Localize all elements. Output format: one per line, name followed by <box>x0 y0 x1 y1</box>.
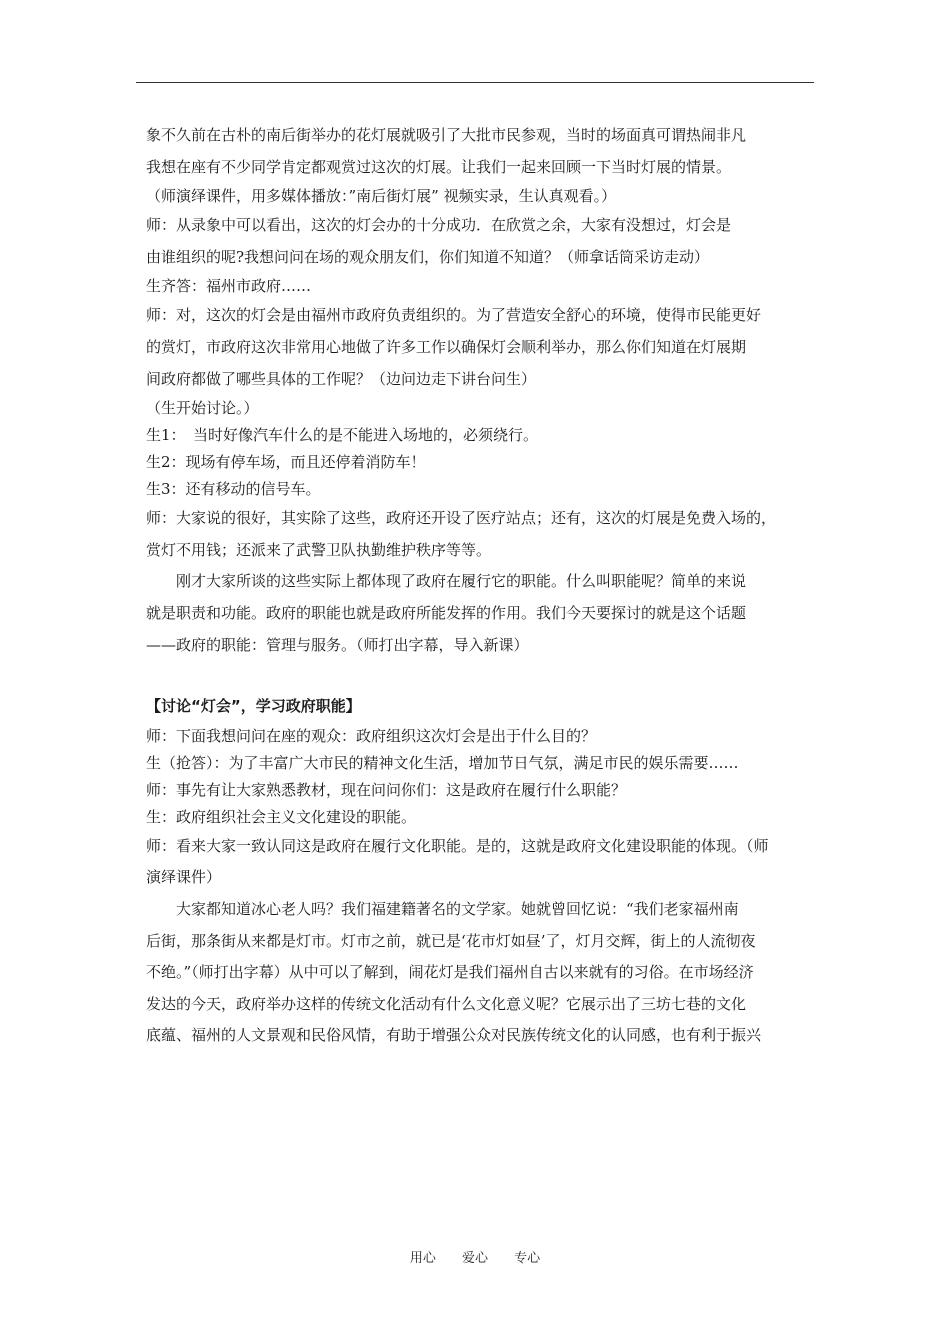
page-footer <box>0 1247 950 1266</box>
footer-word: 爱心 <box>461 1251 488 1266</box>
document-body <box>146 120 818 1052</box>
text-line: 发达的今天，政府举办这样的传统文化活动有什么文化意义呢？它展示出了三坊七巷的文化 <box>146 994 747 1013</box>
text-line: 师：从录象中可以看出，这次的灯会办的十分成功．在欣赏之余，大家有没想过，灯会是 <box>146 216 732 235</box>
text-line: （生开始讨论。） <box>146 399 259 418</box>
text-line: 间政府都做了哪些具体的工作呢？（边问边走下讲台问生） <box>146 369 537 388</box>
text-line: 演绎课件） <box>146 868 222 887</box>
text-line: 师：对，这次的灯会是由福州市政府负责组织的。为了营造安全舒心的环境，使得市民能更好 <box>146 306 762 325</box>
text-line: 由谁组织的呢?我想问问在场的观众朋友们，你们知道不知道？（师拿话筒采访走动） <box>146 247 710 266</box>
text-line: 生齐答：福州市政府…… <box>146 277 312 296</box>
text-line: 后街，那条街从来都是灯市。灯市之前，就已是‘花市灯如昼’了，灯月交辉，街上的人流彻夜 <box>146 931 756 950</box>
section-heading: 【讨论“灯会”，学习政府职能】 <box>146 697 361 716</box>
text-line: 师：事先有让大家熟悉教材，现在问问你们：这是政府在履行什么职能？ <box>146 780 627 799</box>
text-line: 生1： 当时好像汽车什么的是不能进入场地的，必须绕行。 <box>146 426 539 445</box>
text-line: 底蕴、福州的人文景观和民俗风情，有助于增强公众对民族传统文化的认同感，也有利于振兴 <box>146 1026 762 1045</box>
text-line: 大家都知道冰心老人吗？我们福建籍著名的文学家。她就曾回忆说：“我们老家福州南 <box>176 899 739 918</box>
footer-word: 用心 <box>409 1251 436 1266</box>
text-line: 生（抢答）：为了丰富广大市民的精神文化生活，增加节日气氛，满足市民的娱乐需要…… <box>146 753 739 772</box>
header-rule <box>136 82 814 83</box>
section-gap <box>146 661 818 691</box>
text-line: 象不久前在古朴的南后街举办的花灯展就吸引了大批市民参观，当时的场面真可谓热闹非凡 <box>146 126 747 144</box>
text-line: ——政府的职能：管理与服务。（师打出字幕，导入新课） <box>146 635 529 654</box>
text-line: 生：政府组织社会主义文化建设的职能。 <box>146 807 417 826</box>
text-line: 我想在座有不少同学肯定都观赏过这次的灯展。让我们一起来回顾一下当时灯展的情景。 <box>146 157 732 176</box>
text-line: 不绝。”（师打出字幕）从中可以了解到，闹花灯是我们福州自古以来就有的习俗。在市场经济 <box>146 963 754 982</box>
text-line: 师：大家说的很好，其实除了这些，政府还开设了医疗站点；还有，这次的灯展是免费入场的， <box>146 509 777 528</box>
text-line: 的赏灯，市政府这次非常用心地做了许多工作以确保灯会顺利举办，那么你们知道在灯展期 <box>146 337 747 356</box>
text-line: 师：看来大家一致认同这是政府在履行文化职能。是的，这就是政府文化建设职能的体现。（师 <box>146 836 769 855</box>
text-line: 生3：还有移动的信号车。 <box>146 480 321 499</box>
text-line: 刚才大家所谈的这些实际上都体现了政府在履行它的职能。什么叫职能呢？简单的来说 <box>176 572 747 591</box>
text-line: （师演绎课件，用多媒体播放：”南后街灯展” 视频实录，生认真观看。） <box>146 187 617 206</box>
text-line: 赏灯不用钱；还派来了武警卫队执勤维护秩序等等。 <box>146 540 492 559</box>
text-line: 就是职责和功能。政府的职能也就是政府所能发挥的作用。我们今天要探讨的就是这个话题 <box>146 603 747 622</box>
text-line: 生2：现场有停车场，而且还停着消防车！ <box>146 453 426 472</box>
footer-word: 专心 <box>514 1251 541 1266</box>
text-line: 师：下面我想问问在座的观众：政府组织这次灯会是出于什么目的？ <box>146 726 597 745</box>
